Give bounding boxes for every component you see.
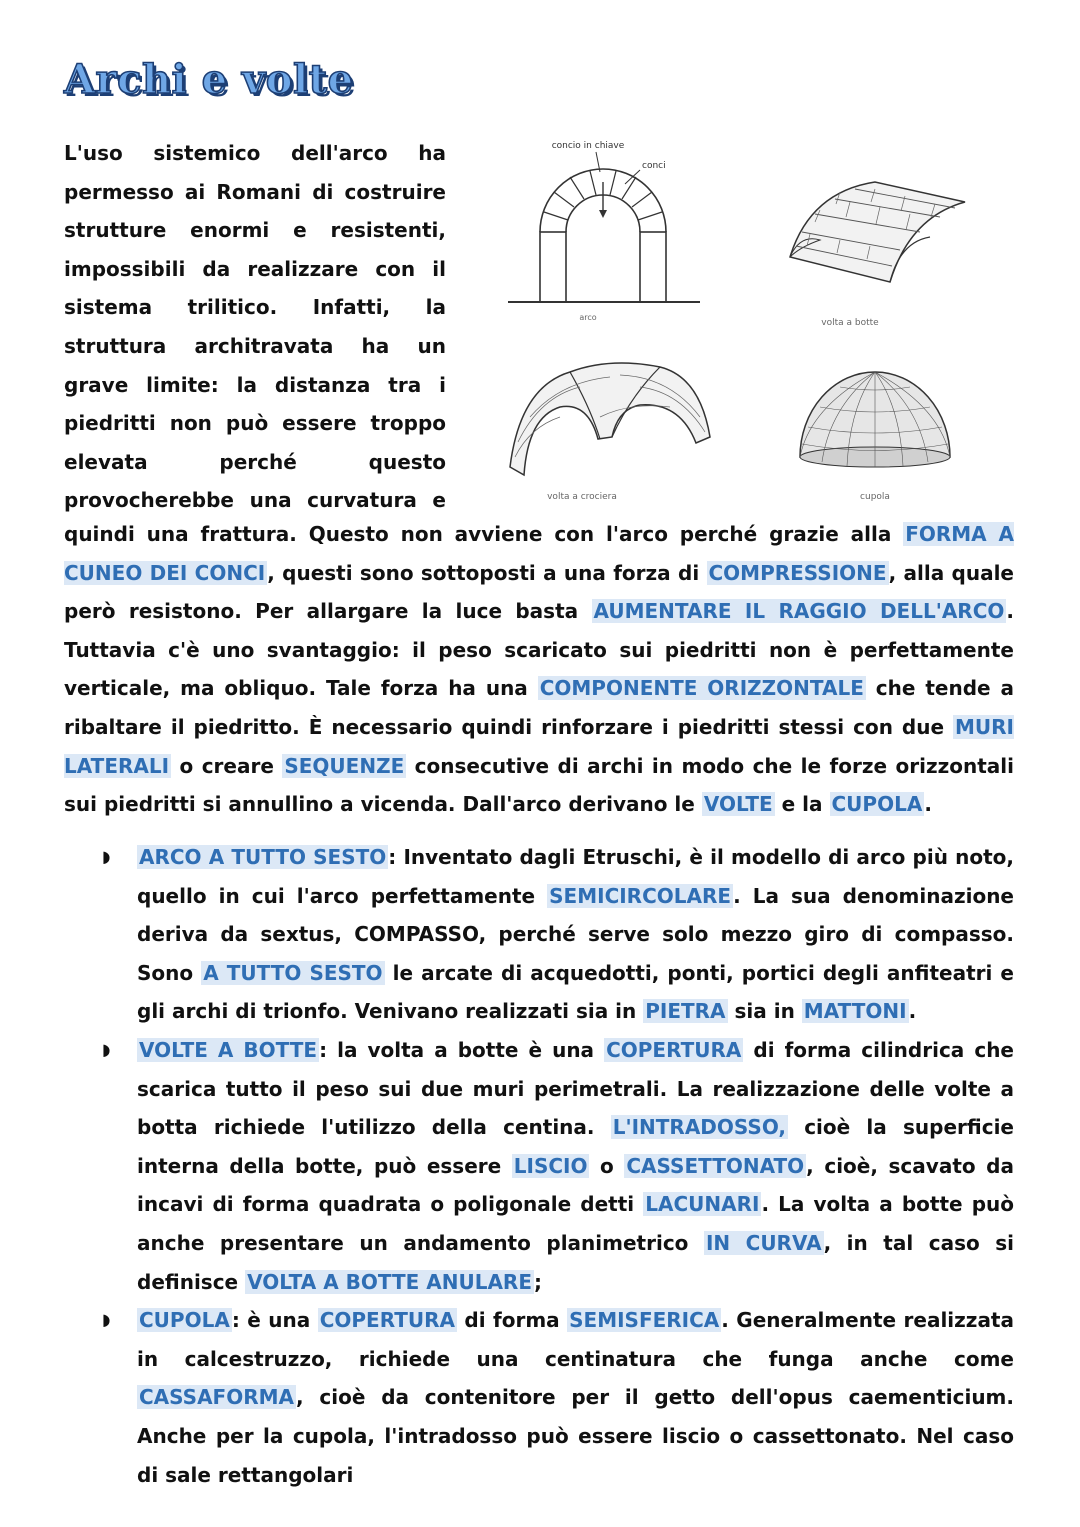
text-run: , alla quale però resistono. Per allargare la luce basta — [64, 560, 1014, 624]
text-run: consecutive di archi in modo che le forze orizzontali sui piedritti si annullino a vicenda. Dall'arco derivano le — [64, 753, 1014, 817]
text-run: : la volta a botte è una — [319, 1037, 605, 1062]
page-title: Archi e volte — [64, 56, 354, 103]
intro-line: elevata perché questo — [64, 449, 446, 474]
main-paragraph — [64, 515, 1014, 824]
highlight: LISCIO — [513, 1153, 588, 1178]
barrel-vault-caption: volta a botte — [821, 318, 879, 328]
highlight: VOLTE — [703, 792, 773, 817]
intro-line: provocherebbe una curvatura e — [64, 488, 446, 513]
groin-vault-diagram — [500, 347, 720, 507]
highlight: A TUTTO SESTO — [203, 960, 383, 985]
bullet-cupola — [102, 1301, 1014, 1494]
arch-diagram — [500, 132, 710, 322]
text-run: o creare — [171, 753, 283, 778]
text-run: ; — [534, 1269, 542, 1294]
keystone-label: concio in chiave — [551, 141, 625, 151]
intro-line: strutture enormi e resistenti, — [64, 218, 446, 243]
highlight: IN CURVA — [705, 1230, 822, 1255]
highlight: FORMA A CUNEO DEI CONCI — [64, 522, 1014, 585]
bullet-arco — [102, 838, 1014, 1031]
intro-line: permesso ai Romani di costruire — [64, 179, 446, 204]
intro-line: struttura architravata ha un — [64, 333, 446, 358]
highlight: ARCO A TUTTO SESTO — [139, 845, 387, 869]
intro-line: impossibili da realizzare con il — [64, 256, 446, 281]
highlight: CUPOLA — [139, 1308, 230, 1333]
text-run: e la — [774, 792, 830, 817]
text-run: , cioè, scavato da incavi di forma quadrata o poligonale detti — [137, 1153, 1014, 1217]
text-run: di forma — [456, 1308, 568, 1333]
bullet-icon: ◗ — [102, 1310, 111, 1330]
intro-line: L'uso sistemico dell'arco ha — [64, 141, 446, 165]
bullet-icon: ◗ — [102, 1039, 111, 1059]
text-run: . — [908, 999, 917, 1024]
highlight: VOLTA A BOTTE ANULARE — [247, 1269, 532, 1294]
text-run: , in tal caso si definisce — [137, 1230, 1014, 1294]
bullet-icon: ◗ — [102, 847, 111, 866]
highlight: SEMISFERICA — [569, 1308, 720, 1333]
highlight: COMPONENTE ORIZZONTALE — [539, 676, 864, 701]
text-run: sia in — [727, 999, 802, 1024]
highlight: SEQUENZE — [284, 753, 405, 778]
text-run: , cioè da contenitore per il getto dell'opus caementicium. Anche per la cupola, l'intradosso può essere liscio o cassettonato. Nel caso di sale rettangolari — [137, 1385, 1014, 1487]
highlight: CASSAFORMA — [139, 1385, 294, 1410]
highlight: COPERTURA — [606, 1037, 742, 1062]
voussoirs-label: conci — [642, 161, 666, 171]
highlight: SEMICIRCOLARE — [549, 883, 732, 908]
dome-diagram — [790, 347, 960, 507]
text-run: quindi una frattura. Questo non avviene con l'arco perché grazie alla — [64, 522, 904, 546]
text-run: : Inventato dagli Etruschi, è il modello di arco più noto, quello in cui l'arco perfettamente — [137, 845, 1014, 908]
highlight: L'INTRADOSSO, — [612, 1115, 786, 1140]
highlight: COPERTURA — [319, 1308, 455, 1333]
highlight: MURI LATERALI — [64, 714, 1014, 778]
text-run: . La volta a botte può anche presentare un andamento planimetrico — [137, 1192, 1015, 1255]
text-run: : è una — [231, 1308, 318, 1333]
highlight: AUMENTARE IL RAGGIO DELL'ARCO — [593, 599, 1005, 624]
intro-line: sistema trilitico. Infatti, la — [64, 295, 446, 320]
arch-caption: arco — [579, 313, 597, 322]
text-run: di forma cilindrica che scarica tutto il peso sui due muri perimetrali. La realizzazione delle volte a botta richiede l'utilizzo della centina. — [137, 1037, 1014, 1140]
text-run: che tende a ribaltare il piedritto. È necessario quindi rinforzare i piedritti stessi con due — [64, 676, 1014, 739]
text-run: . — [924, 792, 932, 817]
text-run: . Tuttavia c'è uno svantaggio: il peso scaricato sui piedritti non è perfettamente verticale, ma obliquo. Tale forza ha una — [64, 599, 1014, 701]
bullet-volte — [102, 1031, 1014, 1301]
highlight: COMPRESSIONE — [708, 560, 887, 585]
groin-vault-caption: volta a crociera — [547, 492, 617, 502]
highlight: CUPOLA — [831, 792, 923, 817]
barrel-vault-diagram — [780, 162, 980, 337]
text-run: le arcate di acquedotti, ponti, portici degli anfiteatri e gli archi di trionfo. Venivano realizzati sia in — [137, 960, 1014, 1024]
text-run: , questi sono sottoposti a una forza di — [267, 560, 707, 585]
highlight: CASSETTONATO — [626, 1153, 805, 1178]
intro-line: grave limite: la distanza tra i — [64, 372, 446, 397]
text-run: cioè la superficie interna della botte, può essere — [137, 1115, 1014, 1178]
highlight: MATTONI — [803, 999, 907, 1024]
bullet-list — [102, 838, 1014, 1494]
highlight: LACUNARI — [645, 1192, 760, 1217]
highlight: PIETRA — [645, 999, 726, 1024]
arch-figures — [490, 122, 1010, 517]
intro-paragraph — [64, 134, 446, 520]
dome-caption: cupola — [860, 492, 890, 502]
text-run: . La sua denominazione deriva da sextus, COMPASSO, perché serve solo mezzo giro di compasso. Sono — [137, 883, 1014, 985]
text-run: o — [589, 1153, 625, 1178]
intro-line: piedritti non può essere troppo — [64, 411, 446, 436]
highlight: VOLTE A BOTTE — [139, 1037, 318, 1062]
text-run: . Generalmente realizzata in calcestruzzo, richiede una centinatura che funga anche come — [137, 1308, 1014, 1371]
